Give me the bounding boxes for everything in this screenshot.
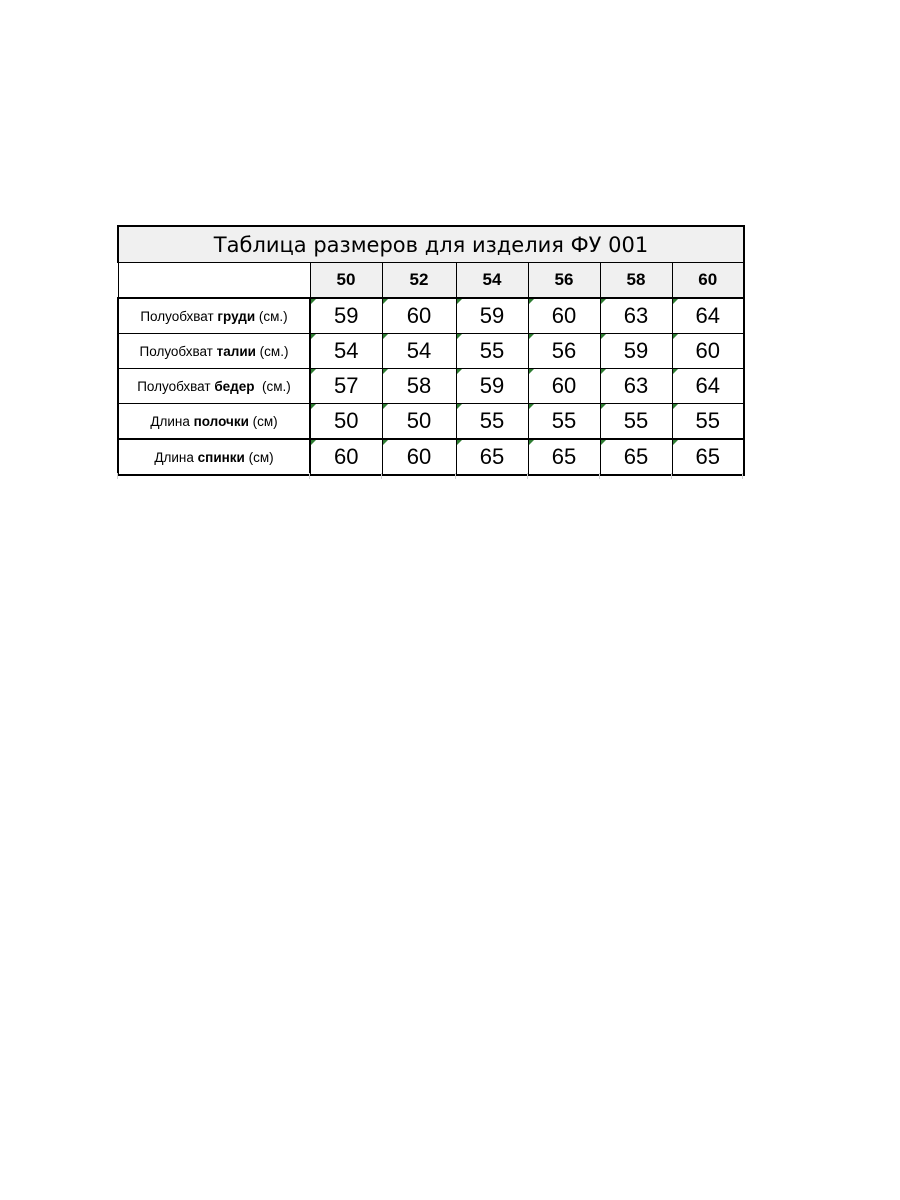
gridline-stub [527,473,528,479]
cell-marker-icon [673,334,678,339]
value-text: 55 [479,338,505,363]
row-label-hips [118,369,310,404]
row-label-back-length [118,439,310,475]
row-label-suffix: (см) [244,449,274,465]
row-label-bold: талии [216,343,256,359]
table-row-hips [118,369,744,404]
row-label-suffix: (см.) [255,308,288,324]
value-text: 55 [479,408,505,433]
table-row-chest [118,298,744,334]
cell-marker-icon [601,404,606,409]
cell-marker-icon [311,334,316,339]
value-text: 63 [623,373,649,398]
table-row-back-length [118,439,744,475]
value-cell [528,298,600,334]
value-text: 64 [695,303,720,328]
cell-marker-icon [601,299,606,304]
value-cell [310,334,382,369]
value-cell [310,298,382,334]
cell-marker-icon [673,440,678,445]
cell-marker-icon [529,334,534,339]
gridline-stub [309,473,310,479]
size-header-52: 52 [382,263,456,299]
value-text: 54 [334,338,359,363]
size-header-54: 54 [456,263,528,299]
value-cell [456,369,528,404]
value-cell [528,404,600,440]
row-label-waist [118,334,310,369]
cell-marker-icon [383,334,388,339]
value-text: 60 [551,303,577,328]
table-title: Таблица размеров для изделия ФУ 001 [118,226,744,263]
value-text: 59 [623,338,649,363]
value-cell [600,404,672,440]
row-label-prefix: Длина [154,449,198,465]
size-header-60: 60 [672,263,744,299]
value-cell [672,369,744,404]
value-text: 60 [695,338,720,363]
cell-marker-icon [457,299,462,304]
value-cell [528,439,600,475]
row-label-bold: бедер [214,378,255,394]
size-header-50: 50 [310,263,382,299]
cell-marker-icon [457,440,462,445]
cell-marker-icon [457,404,462,409]
cell-marker-icon [383,369,388,374]
value-text: 55 [695,408,720,433]
cell-marker-icon [601,440,606,445]
cell-marker-icon [457,369,462,374]
row-label-suffix: (см.) [254,378,291,394]
value-cell [456,334,528,369]
value-cell [456,439,528,475]
cell-marker-icon [529,369,534,374]
value-cell [600,439,672,475]
value-cell [382,334,456,369]
value-text: 56 [551,338,577,363]
value-text: 59 [334,303,359,328]
cell-marker-icon [311,369,316,374]
size-table [117,225,745,476]
value-text: 60 [334,444,359,469]
table-row-front-length [118,404,744,440]
value-cell [672,298,744,334]
value-text: 63 [623,303,649,328]
gridline-stub [117,473,118,479]
cell-marker-icon [529,299,534,304]
cell-marker-icon [673,299,678,304]
value-cell [672,439,744,475]
value-text: 55 [623,408,649,433]
value-text: 54 [406,338,432,363]
value-text: 57 [334,373,359,398]
cell-marker-icon [529,440,534,445]
gridline-stub [381,473,382,479]
row-label-chest [118,298,310,334]
row-label-suffix: (см.) [255,343,289,359]
row-label-prefix: Длина [150,413,194,429]
value-text: 65 [695,444,720,469]
cell-marker-icon [457,334,462,339]
value-text: 65 [479,444,505,469]
value-text: 59 [479,303,505,328]
value-cell [600,334,672,369]
value-text: 65 [623,444,649,469]
value-cell [672,404,744,440]
value-cell [600,369,672,404]
row-label-suffix: (см) [248,413,278,429]
value-cell [600,298,672,334]
cell-marker-icon [383,440,388,445]
table-row-waist [118,334,744,369]
size-header-56: 56 [528,263,600,299]
value-text: 60 [406,303,432,328]
row-label-bold: полочки [193,413,249,429]
value-cell [528,334,600,369]
cell-marker-icon [673,369,678,374]
cell-marker-icon [311,440,316,445]
cell-marker-icon [529,404,534,409]
value-text: 60 [551,373,577,398]
row-label-prefix: Полуобхват [137,378,215,394]
value-cell [672,334,744,369]
row-label-prefix: Полуобхват [139,343,217,359]
row-label-prefix: Полуобхват [140,308,218,324]
row-label-front-length [118,404,310,440]
cell-marker-icon [601,334,606,339]
header-corner-cell [118,263,310,299]
gridline-stub [671,473,672,479]
value-text: 50 [334,408,359,433]
cell-marker-icon [383,404,388,409]
value-text: 65 [551,444,577,469]
value-cell [310,369,382,404]
size-header-row [118,263,744,299]
value-text: 55 [551,408,577,433]
row-label-bold: груди [217,308,256,324]
value-cell [310,404,382,440]
value-cell [382,404,456,440]
cell-marker-icon [311,404,316,409]
value-text: 60 [406,444,432,469]
value-cell [528,369,600,404]
value-cell [382,298,456,334]
cell-marker-icon [311,299,316,304]
gridline-stub [455,473,456,479]
cell-marker-icon [383,299,388,304]
value-cell [456,298,528,334]
size-chart [117,225,743,476]
cell-marker-icon [601,369,606,374]
gridline-stub [742,473,743,479]
value-text: 64 [695,373,720,398]
value-text: 58 [406,373,432,398]
value-cell [456,404,528,440]
value-text: 59 [479,373,505,398]
value-text: 50 [406,408,432,433]
value-cell [382,369,456,404]
sheet-gridline-stubs [117,473,743,479]
title-row [118,226,744,263]
cell-marker-icon [673,404,678,409]
value-cell [310,439,382,475]
value-cell [382,439,456,475]
row-label-bold: спинки [197,449,245,465]
gridline-stub [599,473,600,479]
size-header-58: 58 [600,263,672,299]
